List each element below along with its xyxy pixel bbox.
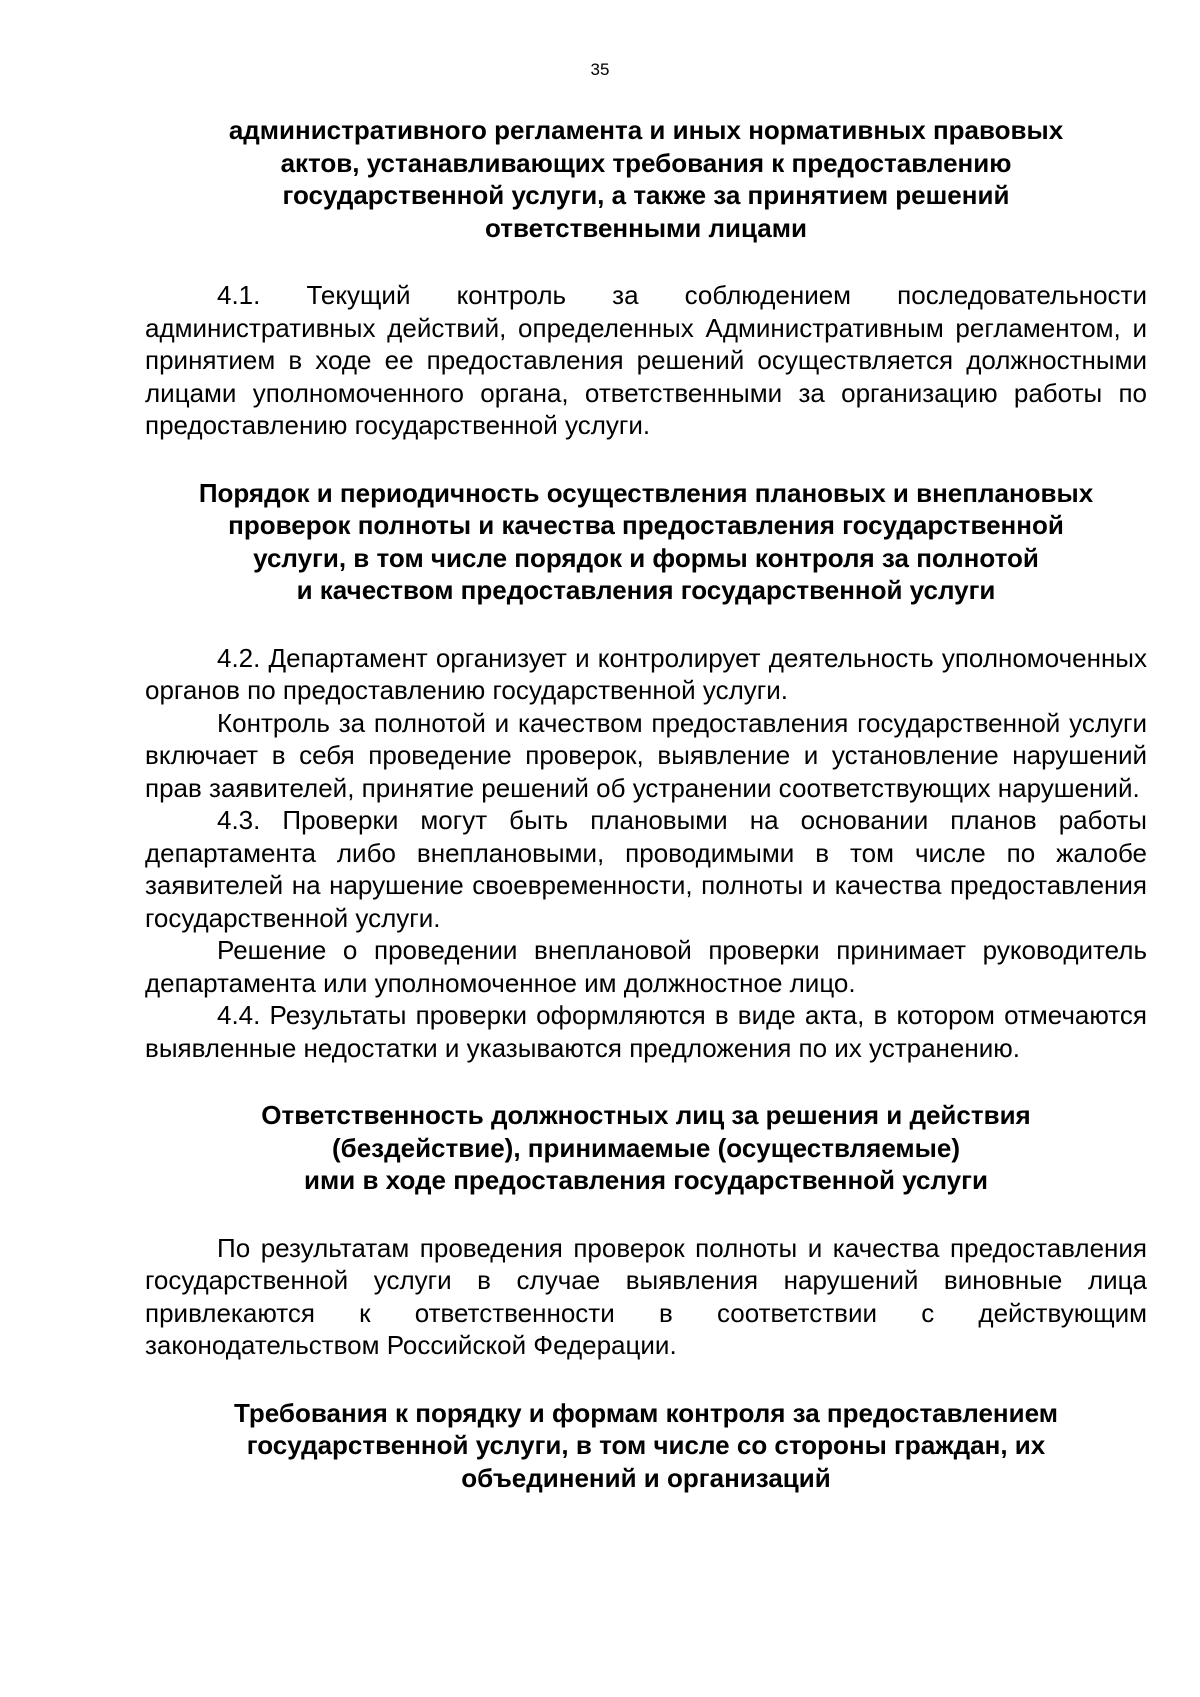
heading-line: (бездействие), принимаемые (осуществляемые) [332, 1132, 960, 1163]
page-number: 35 [590, 60, 610, 79]
heading-line: ими в ходе предоставления государственной услуги [304, 1165, 988, 1195]
paragraph-4-4: 4.4. Результаты проверки оформляются в виде акта, в котором отмечаются выявленные недостатки и указываются предложения по их устранению. [145, 1000, 1147, 1063]
heading-line: государственной услуги, а также за принятием решений [282, 180, 1010, 210]
paragraph-liability: По результатам проведения проверок полноты и качества предоставления государственной услуги в случае выявления нарушений виновные лица привлекаются к ответственности в соответствии с действующим законодательством Российской Федерации. [145, 1232, 1147, 1360]
section-heading-control-requirements [145, 1397, 1147, 1495]
section-heading-responsibility [145, 1099, 1147, 1197]
document-body [145, 114, 1147, 1494]
heading-line: услуги, в том числе порядок и формы контроля за полнотой [253, 542, 1039, 573]
heading-line: объединений и организаций [461, 1462, 831, 1493]
paragraph-control-scope: Контроль за полнотой и качеством предоставления государственной услуги включает в себя проведение проверок, выявление и установление нарушений прав заявителей, принятие решений об устранении соответствующих нарушений. [145, 707, 1147, 803]
heading-line: ответственными лицами [485, 212, 807, 243]
heading-line: актов, устанавливающих требования к предоставлению [280, 147, 1012, 178]
heading-line: административного регламента и иных нормативных правовых [228, 115, 1064, 145]
heading-line: проверок полноты и качества предоставления государственной [228, 510, 1064, 540]
paragraph-4-2: 4.2. Департамент организует и контролирует деятельность уполномоченных органов по предоставлению государственной услуги. [145, 642, 1147, 705]
section-heading-inspections [145, 477, 1147, 607]
paragraph-unscheduled-decision: Решение о проведении внеплановой проверки принимает руководитель департамента или уполномоченное им должностное лицо. [145, 935, 1147, 998]
heading-line: и качеством предоставления государственной услуги [296, 575, 996, 605]
paragraph-4-3: 4.3. Проверки могут быть плановыми на основании планов работы департамента либо внеплановыми, проводимыми в том числе по жалобе заявителей на нарушение своевременности, полноты и качества предоставления государственной услуги. [145, 805, 1147, 933]
paragraph-4-1: 4.1. Текущий контроль за соблюдением последовательности административных действий, определенных Административным регламентом, и принятием в ходе ее предоставления решений осуществляется должностными лицами уполномоченного органа, ответственными за организацию работы по предоставлению государственной услуги. [145, 280, 1147, 440]
heading-line: Ответственность должностных лиц за решения и действия [261, 1100, 1031, 1130]
heading-line: Порядок и периодичность осуществления плановых и внеплановых [198, 477, 1094, 508]
heading-line: Требования к порядку и формам контроля за предоставлением [234, 1397, 1058, 1428]
section-heading-control-procedure [145, 114, 1147, 244]
heading-line: государственной услуги, в том числе со стороны граждан, их [246, 1430, 1046, 1460]
